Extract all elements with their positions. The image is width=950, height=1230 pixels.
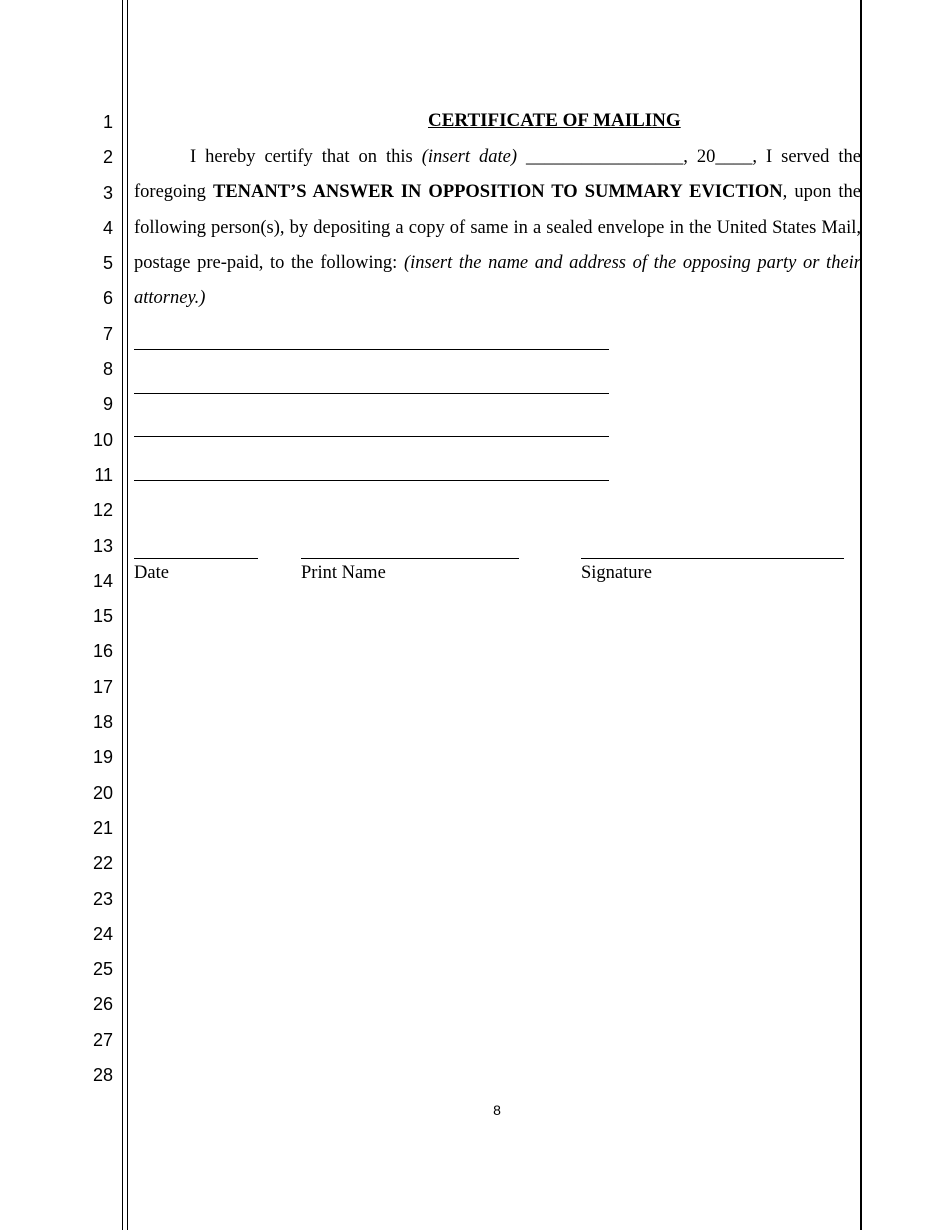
margin-rule-left-inner [127, 0, 128, 1230]
line-number: 14 [92, 570, 113, 591]
line-number: 13 [92, 535, 113, 556]
insert-address-instruction: (insert the name and address of the opposing party or their attorney.) [134, 252, 861, 309]
line-number: 25 [92, 959, 113, 980]
line-number: 24 [92, 923, 113, 944]
certificate-title: CERTIFICATE OF MAILING [428, 110, 681, 131]
line-number: 26 [92, 994, 113, 1015]
line-number: 15 [92, 606, 113, 627]
margin-rule-left-outer [122, 0, 123, 1230]
signature-blank-line[interactable] [581, 558, 844, 559]
line-number: 10 [92, 429, 113, 450]
line-number: 7 [102, 323, 113, 344]
line-number: 21 [92, 817, 113, 838]
line-number: 11 [94, 464, 113, 485]
paragraph-text-part1: I hereby certify that on this [190, 147, 422, 167]
line-number: 6 [102, 288, 113, 309]
date-label: Date [134, 563, 169, 583]
line-number: 22 [92, 853, 113, 874]
print-name-blank-line[interactable] [301, 558, 519, 559]
line-number: 4 [102, 217, 113, 238]
address-blank-line[interactable] [134, 480, 609, 481]
address-blank-line[interactable] [134, 393, 609, 394]
line-number: 8 [102, 359, 113, 380]
date-blank-line[interactable] [134, 558, 258, 559]
address-blank-line[interactable] [134, 349, 609, 350]
print-name-label: Print Name [301, 563, 386, 583]
line-number: 16 [92, 641, 113, 662]
line-number: 9 [102, 394, 113, 415]
line-number: 3 [102, 182, 113, 203]
paragraph-text-part3: , upon the following person(s), by depositing a copy of same in a sealed envelope in the United States Mail, postage pre-paid, to the following: [134, 182, 861, 273]
line-number: 20 [92, 782, 113, 803]
insert-date-instruction: (insert date) [421, 147, 517, 167]
line-number: 5 [102, 253, 113, 274]
pleading-line-numbers [60, 105, 113, 1093]
paragraph-text-part2: _________________, 20____, I served the foregoing [134, 147, 861, 203]
line-number: 12 [92, 500, 113, 521]
address-blank-line[interactable] [134, 436, 609, 437]
line-number: 17 [92, 676, 113, 697]
line-number: 23 [92, 888, 113, 909]
line-number: 27 [92, 1029, 113, 1050]
line-number: 19 [92, 747, 113, 768]
line-number: 1 [102, 112, 113, 132]
line-number: 18 [92, 712, 113, 733]
line-number: 2 [102, 147, 113, 168]
line-number: 28 [92, 1065, 113, 1086]
signature-label: Signature [581, 563, 652, 583]
page-number: 8 [493, 1102, 501, 1118]
certification-paragraph [134, 140, 861, 316]
document-name: TENANT’S ANSWER IN OPPOSITION TO SUMMARY EVICTION [212, 182, 783, 203]
